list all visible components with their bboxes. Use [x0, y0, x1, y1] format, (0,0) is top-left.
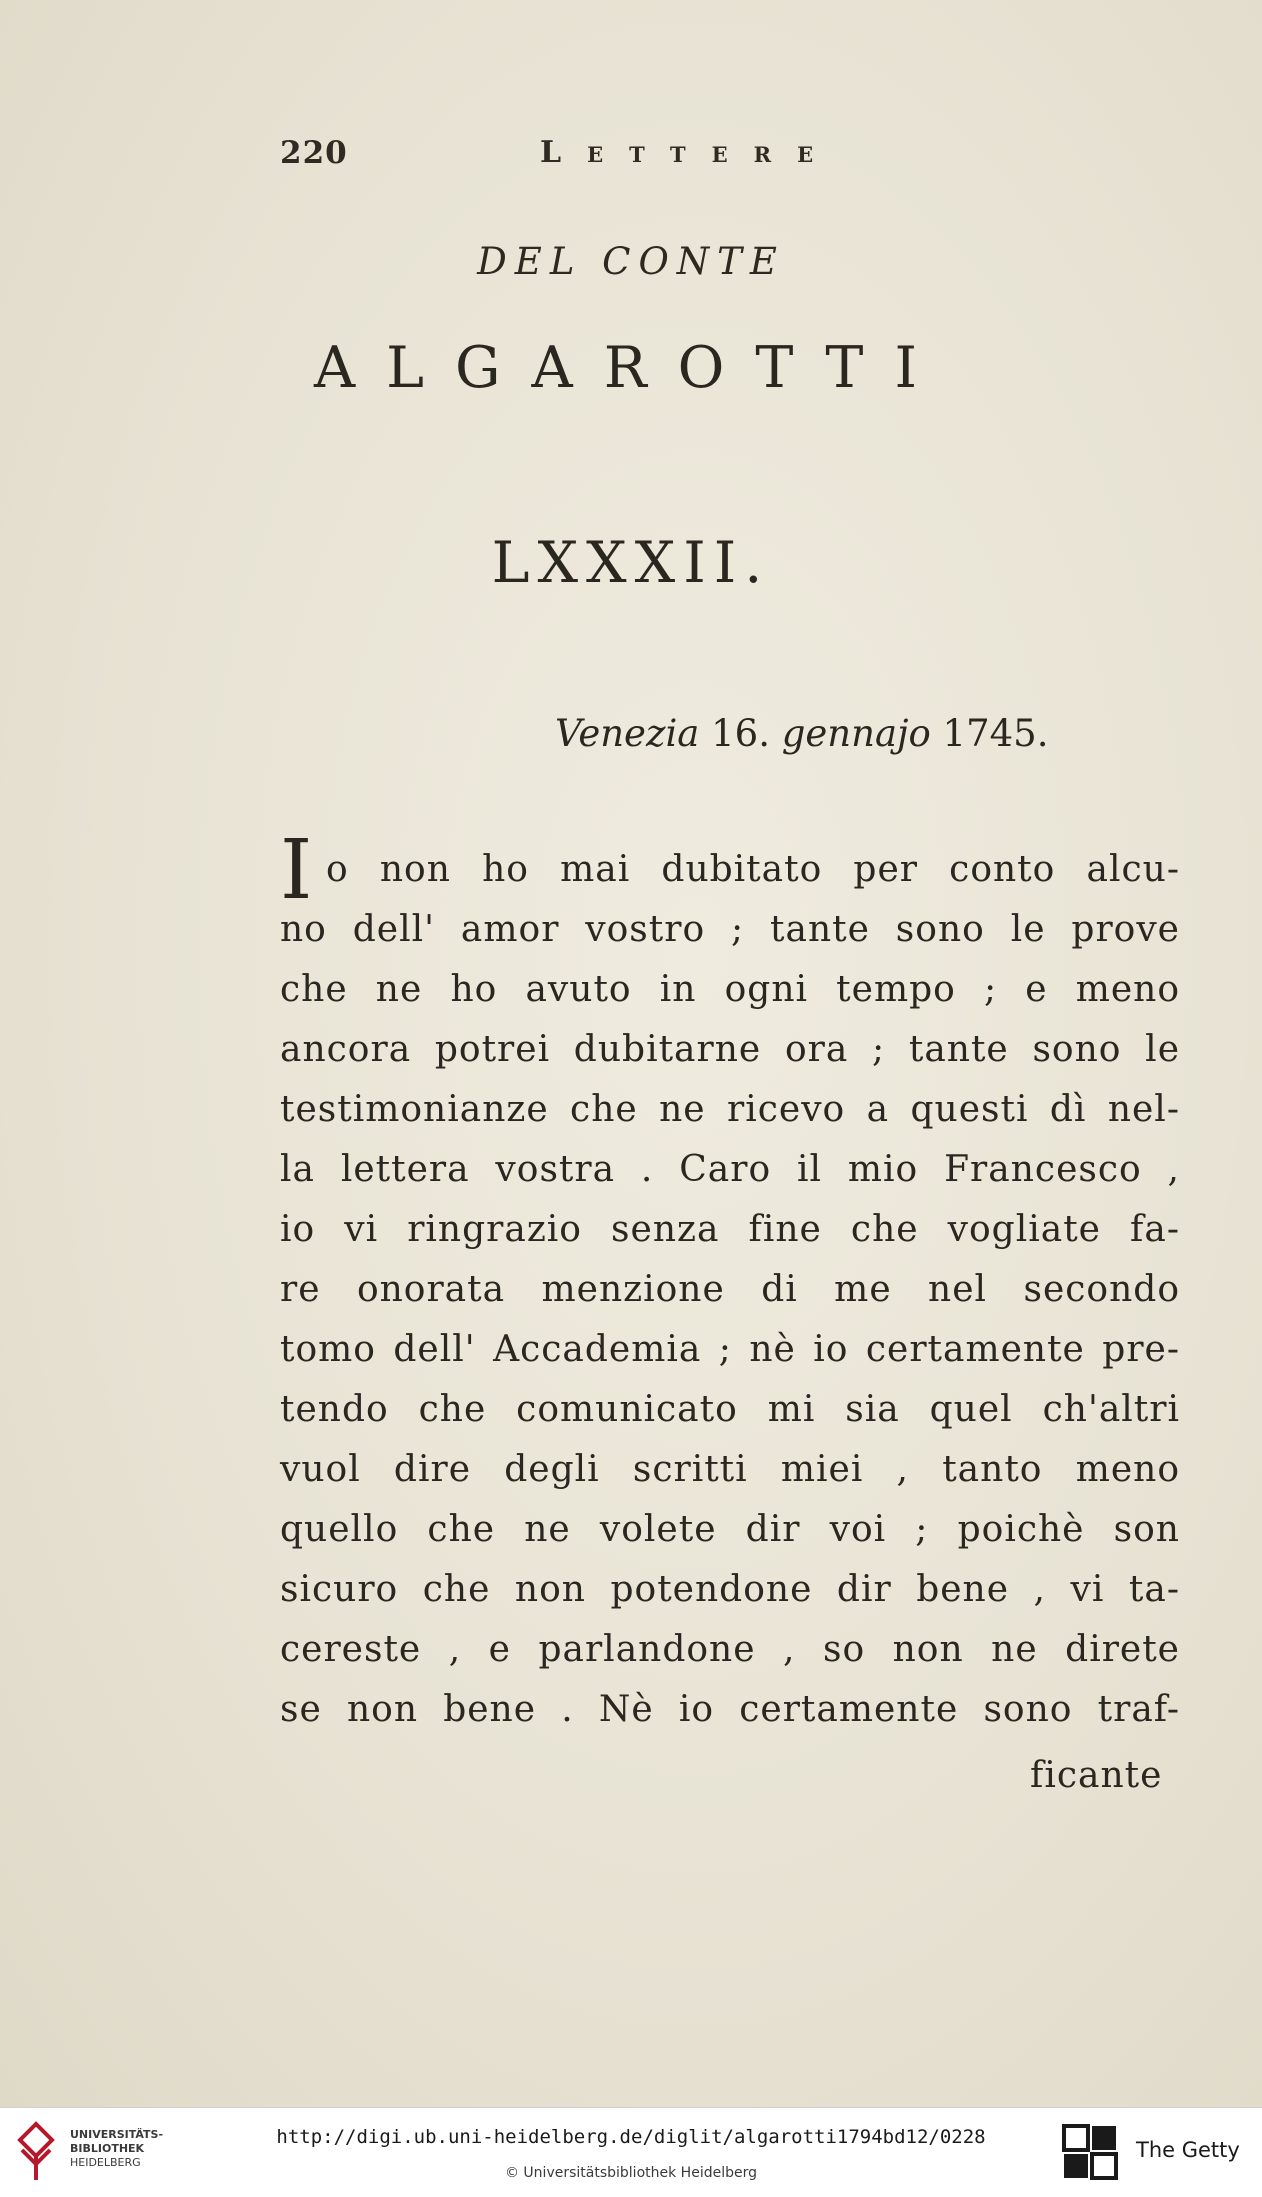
body-line: io vi ringrazio senza fine che vogliate fa- — [280, 1209, 1180, 1250]
body-line — [280, 823, 1180, 918]
body-line: testimonianze che ne ricevo a questi dì nel- — [280, 1089, 1180, 1130]
dateline-place: Venezia — [555, 712, 700, 755]
page-number: 220 — [280, 135, 348, 171]
body-line: tendo che comunicato mi sia quel ch'altri — [280, 1389, 1180, 1430]
library-name-line2: BIBLIOTHEK — [70, 2142, 145, 2155]
getty-logo-icon[interactable] — [1062, 2124, 1118, 2182]
body-line: sicuro che non potendone dir bene , vi ta- — [280, 1569, 1180, 1610]
dateline-month: gennajo — [781, 712, 931, 755]
body-line: vuol dire degli scritti miei , tanto meno — [280, 1449, 1180, 1490]
body-line: re onorata menzione di me nel secondo — [280, 1269, 1180, 1310]
letter-body — [280, 823, 1180, 1740]
body-line: la lettera vostra . Caro il mio Francesco , — [280, 1149, 1180, 1190]
running-title: Lettere — [540, 135, 840, 170]
footer-bar — [0, 2107, 1262, 2197]
dateline-year: 1745. — [942, 712, 1049, 755]
digital-copy-url[interactable]: http://digi.ub.uni-heidelberg.de/diglit/algarotti1794bd12/0228 — [276, 2126, 986, 2148]
dateline-day: 16. — [711, 712, 770, 755]
running-head — [280, 135, 980, 185]
body-line: quello che ne volete dir voi ; poichè son — [280, 1509, 1180, 1550]
body-line: cereste , e parlandone , so non ne direte — [280, 1629, 1180, 1670]
catchword: ficante — [1030, 1755, 1163, 1796]
body-line: no dell' amor vostro ; tante sono le prove — [280, 909, 1180, 950]
library-name-line3: HEIDELBERG — [70, 2156, 141, 2169]
body-line: se non bene . Nè io certamente sono traf- — [280, 1689, 1180, 1730]
sponsor-name[interactable]: The Getty — [1136, 2138, 1240, 2162]
body-line: ancora potrei dubitarne ora ; tante sono le — [280, 1029, 1180, 1070]
body-line-text: o non ho mai dubitato per conto alcu- — [326, 849, 1180, 890]
body-line: tomo dell' Accademia ; nè io certamente pre- — [280, 1329, 1180, 1370]
copyright-notice: © Universitätsbibliothek Heidelberg — [504, 2165, 757, 2181]
drop-cap: I — [280, 823, 314, 918]
title-author: ALGAROTTI — [314, 335, 948, 401]
library-name-line1: UNIVERSITÄTS- — [70, 2128, 164, 2141]
letter-number: LXXXII. — [491, 530, 771, 596]
title-subtitle: DEL CONTE — [477, 240, 785, 283]
dateline — [555, 712, 1175, 755]
body-line: che ne ho avuto in ogni tempo ; e meno — [280, 969, 1180, 1010]
